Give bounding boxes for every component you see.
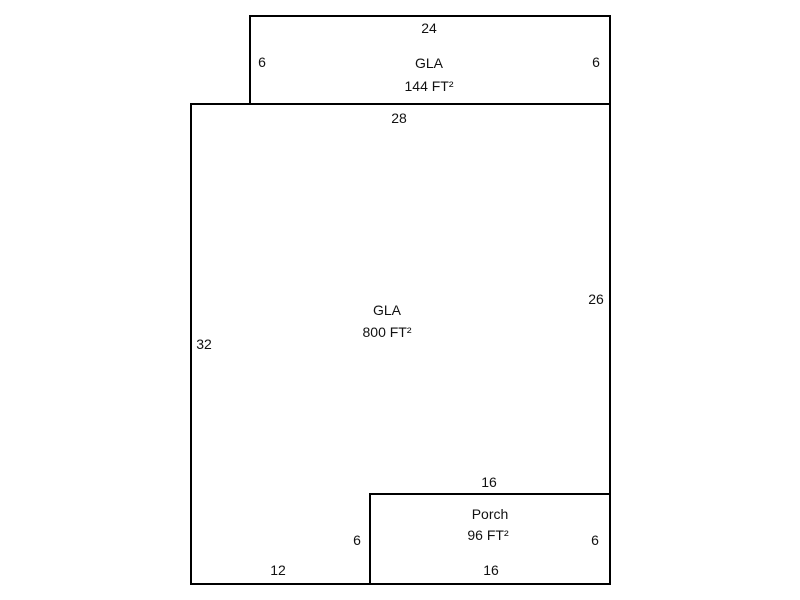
upper-section-label: GLA bbox=[414, 55, 444, 71]
dim-upper-left: 6 bbox=[258, 54, 266, 70]
dim-porch-right: 6 bbox=[591, 532, 599, 548]
dim-main-bottom-left: 12 bbox=[270, 562, 286, 578]
dim-porch-top: 16 bbox=[481, 474, 497, 490]
upper-section-area: 144 FT² bbox=[404, 78, 454, 94]
dim-upper-right: 6 bbox=[592, 54, 600, 70]
dim-main-left: 32 bbox=[196, 336, 212, 352]
porch-section-area: 96 FT² bbox=[467, 527, 509, 543]
main-section-label: GLA bbox=[372, 302, 402, 318]
dim-porch-bottom: 16 bbox=[483, 562, 499, 578]
dim-upper-top: 24 bbox=[421, 20, 437, 36]
main-section-area: 800 FT² bbox=[362, 324, 412, 340]
dim-porch-left: 6 bbox=[353, 532, 361, 548]
dim-main-right: 26 bbox=[588, 291, 604, 307]
dim-main-top: 28 bbox=[391, 110, 407, 126]
porch-section-label: Porch bbox=[471, 506, 509, 522]
